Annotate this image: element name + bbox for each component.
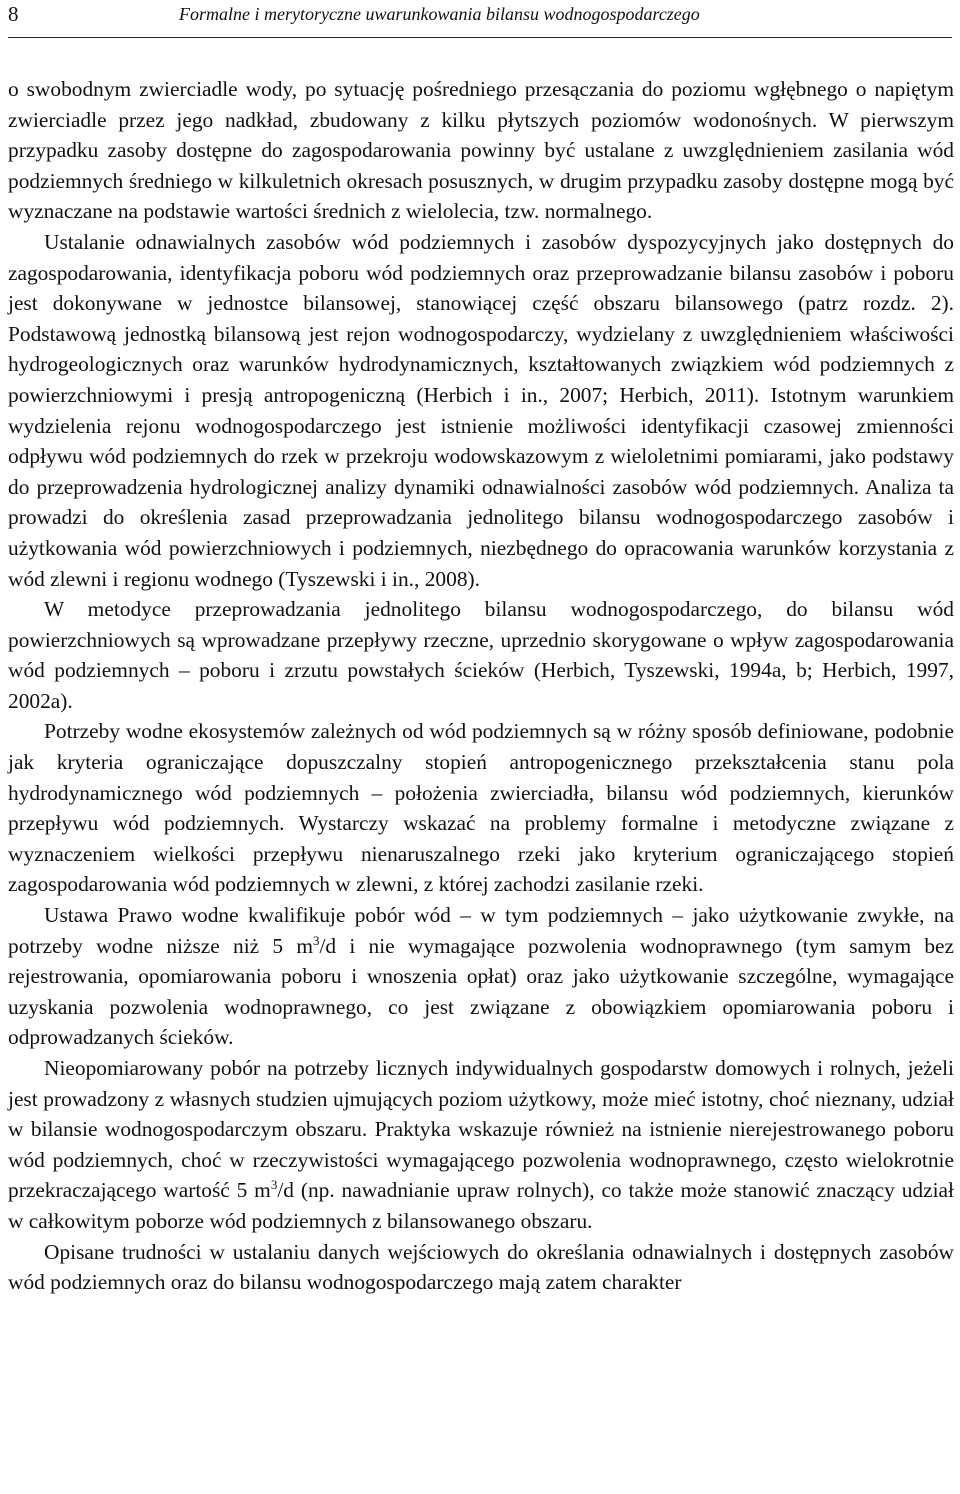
paragraph-difficulties: Opisane trudności w ustalaniu danych wejściowych do określania odnawialnych i dostępnych zasobów wód podziemnych oraz do bilansu wodnogospodarczego mają zatem charakter <box>8 1239 954 1295</box>
paragraph-resources: Ustalanie odnawialnych zasobów wód podziemnych i zasobów dyspozycyjnych jako dostępnych do zagospodarowania, identyfikacja poboru wód podziemnych oraz przeprowadzanie bilansu zasobów i poboru jest dokonywane w jednostce bilansowej, stanowiącej część obszaru bilansowego (patrz rozdz. 2). Podstawową jednostką bilansową jest rejon wodnogospodarczy, wydzielany z uwzględnieniem właściwości hydrogeologicznych oraz warunków hydrodynamicznych, kształtowanych związkiem wód podziemnych z powierzchniowymi i presją antropogeniczną (Herbich i in., 2007; Herbich, 2011). Istotnym warunkiem wydzielenia rejonu wodnogospodarczego jest istnienie możliwości identyfikacji czasowej zmienności odpływu wód podziemnych do rzek w przekroju wodowskazowym z wieloletnimi pomiarami, jako podstawy do przeprowadzenia hydrologicznej analizy dynamiki odnawialności zasobów wód podziemnych. Analiza ta prowadzi do określenia zasad przeprowadzania jednolitego bilansu wodnogospodarczego zasobów i użytkowania wód powierzchniowych i podziemnych, niezbędnego do opracowania warunków korzystania z wód zlewni i regionu wodnego (Tyszewski i in., 2008). <box>8 229 954 591</box>
paragraph-ecosystems: Potrzeby wodne ekosystemów zależnych od wód podziemnych są w różny sposób definiowane, podobnie jak kryteria ograniczające dopuszczalny stopień antropogenicznego przekształcenia stanu pola hydrodynamicznego wód podziemnych – położenia zwierciadła, bilansu wód podziemnych, kierunków przepływu wód podziemnych. Wystarczy wskazać na problemy formalne i metodyczne związane z wyznaczeniem wielkości przepływu nienaruszalnego rzeki jako kryterium ograniczającego stopień zagospodarowania wód podziemnych w zlewni, z której zachodzi zasilanie rzeki. <box>8 719 954 897</box>
running-header <box>8 0 952 38</box>
body-text <box>8 74 954 1298</box>
paragraph-unmetered-intake <box>8 1053 954 1237</box>
superscript: 3 <box>270 1177 278 1193</box>
running-title: Formalne i merytoryczne uwarunkowania bilansu wodnogospodarczego <box>179 4 700 24</box>
paragraph-methodology: W metodyce przeprowadzania jednolitego bilansu wodnogospodarczego, do bilansu wód powierzchniowych są wprowadzane przepływy rzeczne, uprzednio skorygowane o wpływ zagospodarowania wód podziemnych – poboru i zrzutu powstałych ścieków (Herbich, Tyszewski, 1994a, b; Herbich, 1997, 2002a). <box>8 597 954 713</box>
paragraph-text: Ustawa Prawo wodne kwalifikuje pobór wód – w tym podziemnych – jako użytkowanie zwykłe, na potrzeby wodne niższe niż 5 m <box>8 903 954 958</box>
page-number: 8 <box>8 2 19 26</box>
paragraph-continuation: o swobodnym zwierciadle wody, po sytuację pośredniego przesączania do poziomu wgłębnego o napiętym zwierciadle przez jego nadkład, zbudowany z kilku płytszych poziomów wodonośnych. W pierwszym przypadku zasoby dostępne do zagospodarowania powinny być ustalane z uwzględnieniem zasilania wód podziemnych średniego w kilkuletnich okresach posusznych, w drugim przypadku zasoby dostępne mogą być wyznaczane na podstawie wartości średnich z wielolecia, tzw. normalnego. <box>8 77 954 224</box>
paragraph-text: /d i nie wymagające pozwolenia wodnoprawnego (tym samym bez rejestrowania, opomiarowania poboru i wnoszenia opłat) oraz jako użytkowanie szczególne, wymagające uzyskania pozwolenia wodnoprawnego, co jest związane z obowiązkiem opomiarowania poboru i odprowadzanych ścieków. <box>8 933 955 1050</box>
paragraph-text: Nieopomiarowany pobór na potrzeby licznych indywidualnych gospodarstw domowych i rolnych, jeżeli jest prowadzony z własnych studzien ujmujących poziom użytkowy, może mieć istotny, choć nieznany, udział w bilansie wodnogospodarczym obszaru. Praktyka wskazuje również na istnienie nierejestrowanego poboru wód podziemnych, choć w rzeczywistości wymagającego pozwolenia wodnoprawnego, często wielokrotnie przekraczającego wartość 5 m <box>8 1056 954 1203</box>
paragraph-water-law <box>8 900 954 1053</box>
paragraph-text: /d (np. nawadnianie upraw rolnych), co także może stanowić znaczący udział w całkowitym poborze wód podziemnych z bilansowanego obszaru. <box>8 1178 954 1233</box>
superscript: 3 <box>312 932 320 948</box>
